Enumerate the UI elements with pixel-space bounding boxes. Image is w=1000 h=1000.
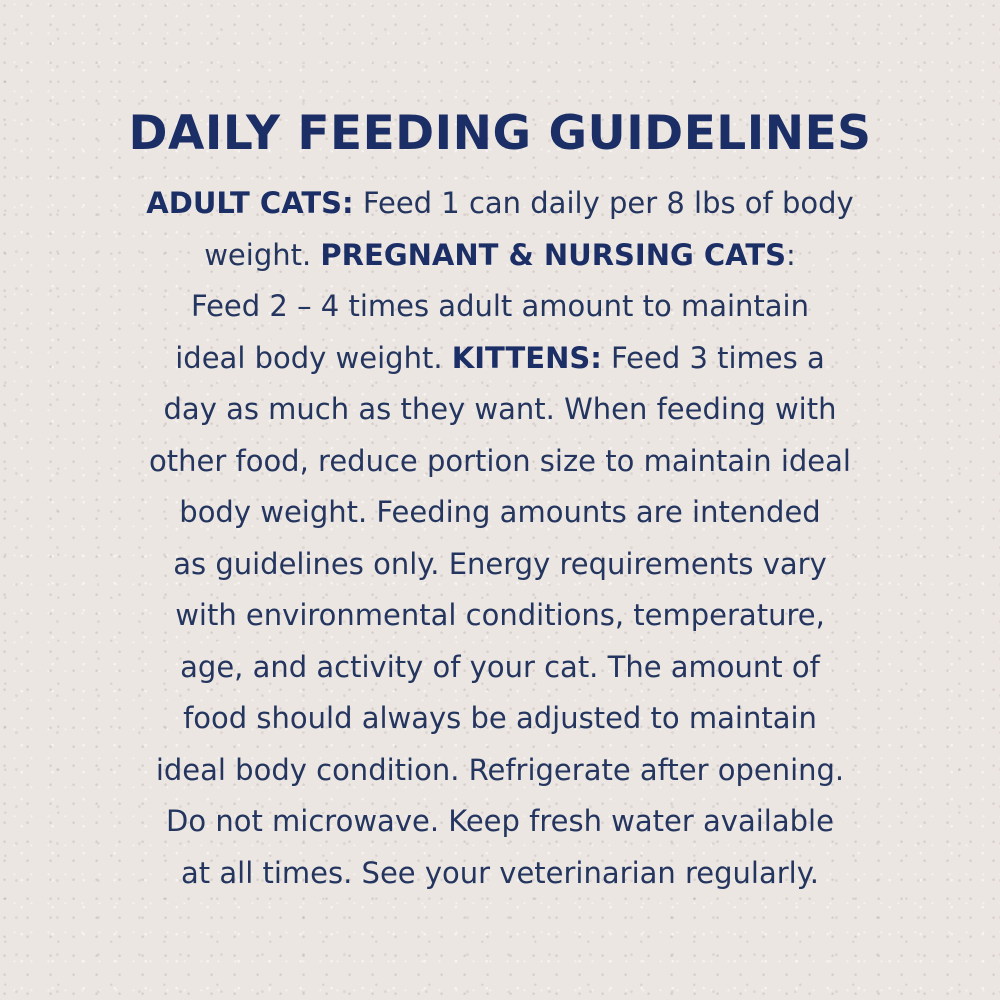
guideline-line: other food, reduce portion size to maintain ideal [149, 443, 851, 478]
guideline-line: at all times. See your veterinarian regularly. [181, 855, 819, 890]
guideline-line: as guidelines only. Energy requirements vary [173, 546, 827, 581]
guideline-line [60, 333, 940, 385]
guidelines-body [60, 178, 940, 899]
guideline-line: body weight. Feeding amounts are intended [179, 495, 821, 529]
pregnant-nursing-label: PREGNANT & NURSING CATS [320, 237, 787, 272]
guideline-text: weight. [204, 237, 321, 272]
page-title: DAILY FEEDING GUIDELINES [128, 106, 872, 161]
guideline-line: Do not microwave. Keep fresh water available [166, 804, 834, 838]
guideline-text: Feed 1 can daily per 8 lbs of body [353, 186, 854, 220]
guideline-line: day as much as they want. When feeding with [163, 392, 837, 426]
guideline-text: Feed 3 times a [601, 340, 825, 375]
guideline-line [60, 178, 940, 230]
adult-cats-label: ADULT CATS: [146, 186, 354, 220]
guideline-line: with environmental conditions, temperature, [175, 598, 825, 632]
feeding-guidelines-panel [40, 100, 960, 899]
guideline-line [60, 230, 940, 282]
guideline-line: food should always be adjusted to maintain [183, 701, 817, 735]
guideline-line: Feed 2 – 4 times adult amount to maintain [191, 289, 809, 323]
guideline-text: ideal body weight. [175, 340, 452, 375]
guideline-line: ideal body condition. Refrigerate after opening. [155, 752, 845, 787]
kittens-label: KITTENS: [451, 340, 602, 375]
guideline-line: age, and activity of your cat. The amount of [180, 649, 820, 684]
guideline-text: : [786, 237, 796, 272]
